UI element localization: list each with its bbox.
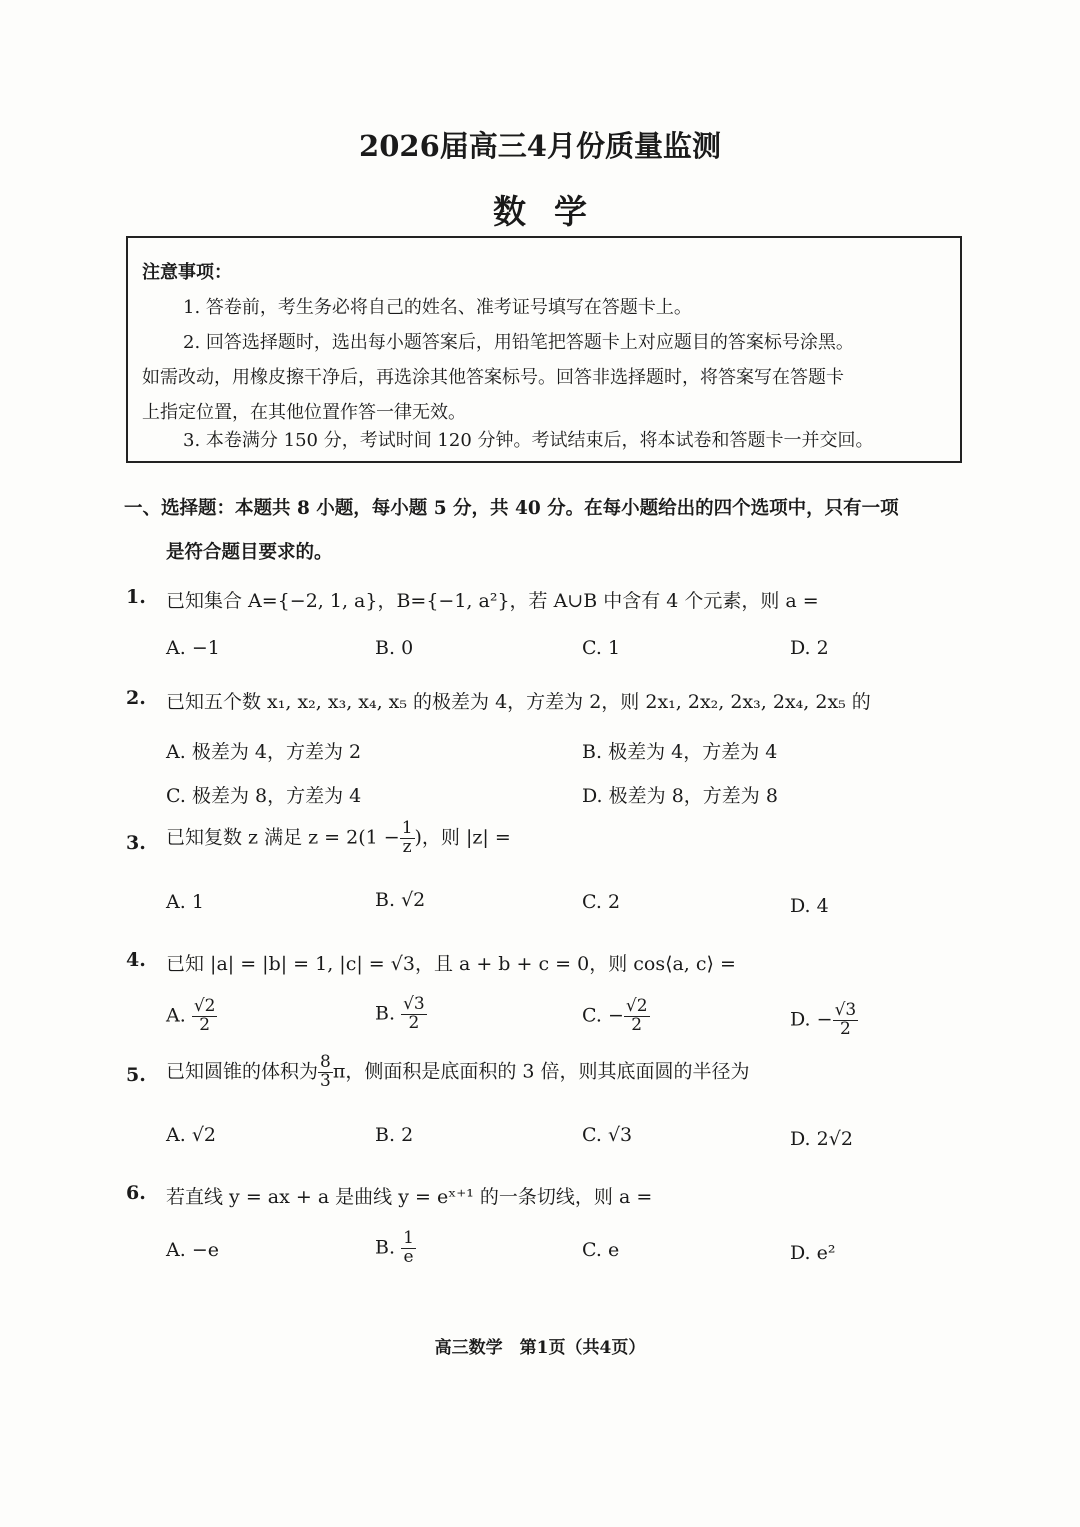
notice-box — [126, 236, 962, 463]
subject-title: 数学 — [493, 192, 615, 231]
question-number: 3. — [126, 832, 146, 854]
notice-line: 2. 回答选择题时，选出每小题答案后，用铅笔把答题卡上对应题目的答案标号涂黑。 — [183, 332, 854, 353]
question-stem: 已知复数 z 满足 z = 2(1 − $\frac{1}{z}$ )，则 |z| = — [166, 818, 511, 857]
notice-line: 3. 本卷满分 150 分，考试时间 120 分钟。考试结束后，将本试卷和答题卡一并交回。 — [183, 430, 874, 451]
option-c: C. 1 — [582, 637, 621, 659]
question-stem: 已知集合 A={−2, 1, a}，B={−1, a²}，若 A∪B 中含有 4 个元素，则 a = — [166, 590, 819, 612]
option-a: A. −1 — [166, 637, 220, 659]
question-number: 4. — [126, 949, 146, 971]
option-c: C. 2 — [582, 891, 621, 913]
option-a: A. 1 — [166, 891, 204, 913]
question-stem: 已知 |a| = |b| = 1, |c| = √3，且 a + b + c = 0，则 cos⟨a, c⟩ = — [166, 953, 736, 975]
option-b: B. 0 — [375, 637, 414, 659]
notice-line: 如需改动，用橡皮擦干净后，再选涂其他答案标号。回答非选择题时，将答案写在答题卡 — [142, 367, 844, 388]
option-a: A. √2 — [166, 1124, 217, 1146]
option-a: A. 极差为 4，方差为 2 — [166, 741, 362, 763]
notice-line: 1. 答卷前，考生务必将自己的姓名、准考证号填写在答题卡上。 — [183, 297, 692, 318]
option-c: C. e — [582, 1239, 620, 1261]
option-d: D. 2 — [790, 637, 829, 659]
section-heading-cont: 是符合题目要求的。 — [166, 542, 333, 563]
option-d: D. e² — [790, 1242, 836, 1264]
option-c: C. 极差为 8，方差为 4 — [166, 785, 362, 807]
option-c: C. − $\frac{√2}{2}$ — [582, 996, 648, 1035]
option-d: D. 4 — [790, 895, 829, 917]
option-d: D. − $\frac{√3}{2}$ — [790, 1000, 857, 1039]
option-b: B. √2 — [375, 889, 426, 911]
question-stem: 已知五个数 x₁, x₂, x₃, x₄, x₅ 的极差为 4，方差为 2，则 2x₁, 2x₂, 2x₃, 2x₄, 2x₅ 的 — [166, 691, 871, 713]
question-stem: 若直线 y = ax + a 是曲线 y = eˣ⁺¹ 的一条切线，则 a = — [166, 1186, 653, 1208]
option-b: B. 2 — [375, 1124, 414, 1146]
notice-heading: 注意事项： — [142, 262, 232, 283]
option-a: A. −e — [166, 1239, 219, 1261]
question-number: 6. — [126, 1182, 146, 1204]
page-footer: 高三数学 第1页（共4页） — [434, 1338, 646, 1358]
option-b: B. 极差为 4，方差为 4 — [582, 741, 778, 763]
question-stem: 已知圆锥的体积为 $\frac{8}{3}$ π，侧面积是底面积的 3 倍，则其底面圆的半径为 — [166, 1052, 750, 1091]
section-heading: 一、选择题：本题共 8 小题，每小题 5 分，共 40 分。在每小题给出的四个选项中，只有一项 — [124, 498, 899, 519]
option-b: B. $\frac{1}{e}$ — [375, 1228, 414, 1267]
notice-line: 上指定位置，在其他位置作答一律无效。 — [142, 402, 466, 423]
option-a: A. $\frac{√2}{2}$ — [166, 996, 216, 1035]
option-d: D. 极差为 8，方差为 8 — [582, 785, 778, 807]
option-d: D. 2√2 — [790, 1128, 853, 1150]
question-number: 5. — [126, 1064, 146, 1086]
exam-title: 2026届高三4月份质量监测 — [359, 129, 721, 163]
question-number: 2. — [126, 687, 146, 709]
option-c: C. √3 — [582, 1124, 633, 1146]
option-b: B. $\frac{√3}{2}$ — [375, 994, 425, 1033]
question-number: 1. — [126, 586, 146, 608]
